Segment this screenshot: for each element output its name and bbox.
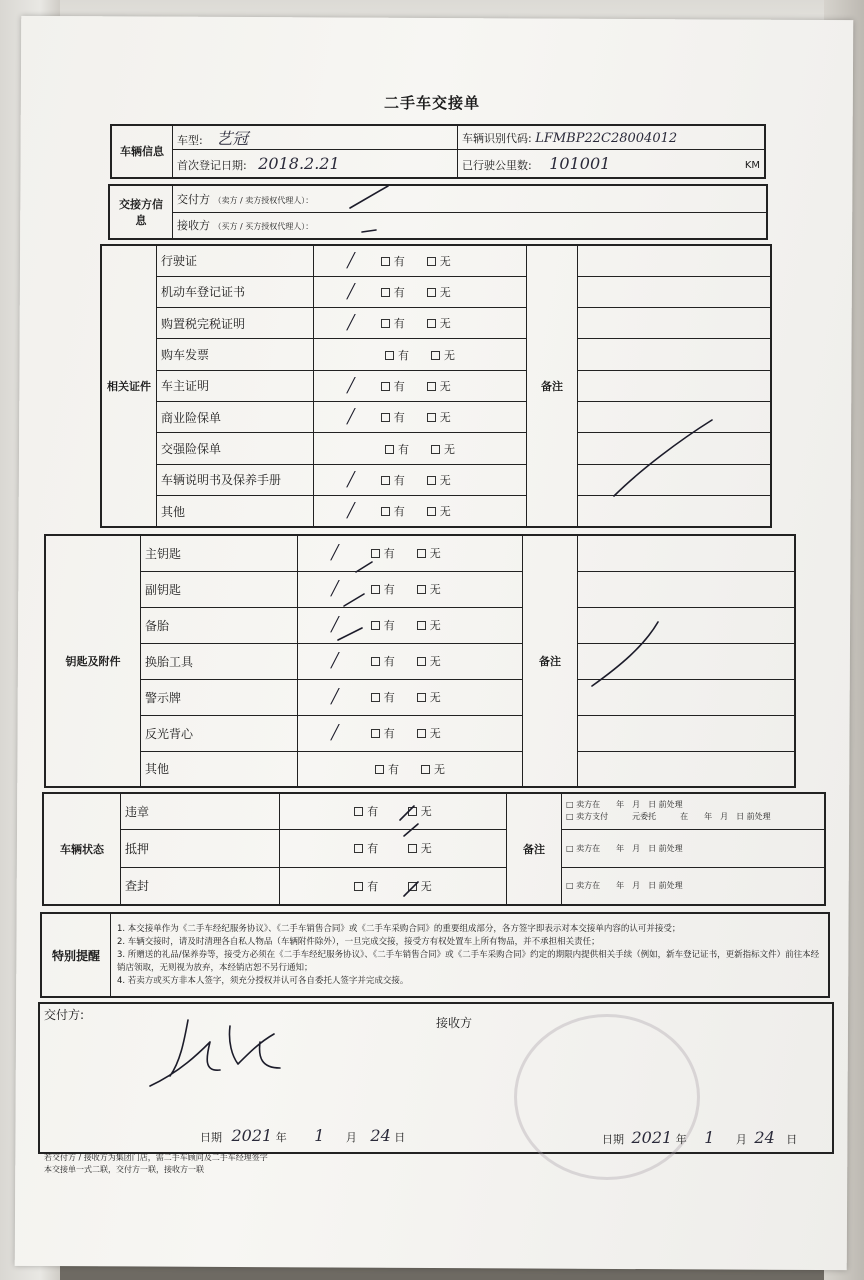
- keys-table: [44, 534, 796, 788]
- keys-item-label: 其他: [141, 751, 298, 787]
- keys-no-label: 无: [429, 691, 441, 704]
- receive-date-year: 2021: [631, 1128, 673, 1147]
- documents-item-options: [314, 370, 527, 401]
- documents-item-options: [314, 276, 527, 307]
- violation-yes-checkbox[interactable]: [354, 807, 363, 816]
- mileage-cell: [458, 150, 766, 178]
- documents-item-options: [314, 245, 527, 276]
- special-note-1: 1. 本交接单作为《二手车经纪服务协议》、《二手车销售合同》或《二手车采购合同》的重要组成部分，各方签字即表示对本交接单内容的认可并接受；: [117, 923, 681, 934]
- keys-remark-cell: [578, 751, 796, 787]
- keys-no-label: 无: [429, 547, 441, 561]
- keys-item-options: [298, 607, 523, 643]
- special-note-4: 4. 若卖方或买方非本人签字，须充分授权并认可各自委托人签字并完成交接。: [117, 975, 409, 986]
- receive-signature-label: 接收方: [436, 1016, 473, 1030]
- documents-no-label: 无: [439, 285, 451, 299]
- documents-item-options: [314, 433, 527, 464]
- documents-item-label: 行驶证: [157, 245, 314, 276]
- signature-box: [38, 1002, 834, 1154]
- documents-item-options: [314, 496, 527, 527]
- documents-remark-cell: [578, 308, 772, 339]
- deliver-date: [200, 1126, 405, 1145]
- keys-no-label: 无: [434, 762, 445, 776]
- keys-no-label: 无: [429, 619, 441, 632]
- documents-table: [100, 244, 772, 528]
- documents-no-label: 无: [439, 317, 451, 331]
- keys-no-checkbox[interactable]: [417, 585, 426, 594]
- check-mark-icon: ╱: [330, 653, 340, 669]
- documents-yes-label: 有: [393, 317, 405, 331]
- documents-item-label: 商业险保单: [157, 402, 314, 433]
- deliver-date-day: 24: [370, 1126, 391, 1145]
- keys-yes-label: 有: [383, 727, 395, 740]
- model-value: 艺冠: [216, 129, 249, 148]
- documents-yes-checkbox[interactable]: [381, 476, 390, 485]
- violation-no-checkbox[interactable]: [408, 807, 417, 816]
- deliver-year-label: 年: [275, 1131, 287, 1144]
- documents-yes-label: 有: [393, 411, 405, 425]
- documents-item-label: 车主证明: [157, 370, 314, 401]
- keys-no-checkbox[interactable]: [417, 693, 426, 702]
- documents-item-options: [314, 339, 527, 370]
- documents-yes-checkbox[interactable]: [385, 445, 394, 454]
- mileage-value: 101001: [549, 153, 611, 173]
- keys-yes-label: 有: [383, 655, 395, 668]
- keys-item-options: [298, 751, 523, 787]
- check-mark-icon: ╱: [346, 471, 356, 488]
- check-mark-icon: ╱: [330, 725, 340, 741]
- vin-label: 车辆识别代码:: [462, 131, 532, 145]
- vin-cell: [458, 125, 766, 150]
- mileage-unit: KM: [744, 159, 760, 171]
- status-mortgage-options: [280, 829, 507, 867]
- reg-date-value: 2018.2.21: [258, 153, 340, 173]
- seizure-no-label: 无: [420, 879, 432, 893]
- keys-yes-checkbox[interactable]: [371, 621, 380, 630]
- keys-remark-cell: [578, 679, 796, 715]
- vin-value: LFMBP22C28004012: [535, 130, 678, 146]
- receive-date: [602, 1128, 797, 1147]
- violation-no-label: 无: [420, 805, 432, 819]
- vehicle-info-header: 车辆信息: [111, 125, 173, 178]
- documents-no-label: 无: [444, 348, 455, 362]
- mortgage-no-label: 无: [420, 842, 432, 855]
- documents-no-checkbox[interactable]: [427, 413, 436, 422]
- status-item-mortgage: 抵押: [121, 829, 280, 867]
- keys-item-options: [298, 679, 523, 715]
- parties-table: [108, 184, 768, 240]
- footer-note-1: 若交付方 / 接收方为集团门店，需二手车顾问及二手车经理签字: [44, 1153, 268, 1162]
- keys-item-label: 备胎: [141, 607, 298, 643]
- mileage-label: 已行驶公里数:: [462, 158, 532, 172]
- documents-no-label: 无: [439, 411, 451, 425]
- receive-party-note: （买方 / 买方授权代理人）：: [213, 222, 314, 232]
- keys-yes-label: 有: [383, 583, 395, 596]
- receive-party-label: 接收方: [177, 219, 210, 233]
- keys-yes-label: 有: [383, 691, 395, 704]
- documents-no-label: 无: [439, 505, 451, 519]
- special-note-2: 2. 车辆交接时，请及时清理各自私人物品（车辆附件除外），一旦完成交接，接受方有权处置车上所有物品，并不承担相关责任；: [117, 936, 600, 947]
- footer-notes: [44, 1152, 268, 1176]
- keys-remark-cell: [578, 571, 796, 607]
- documents-no-label: 无: [439, 254, 451, 268]
- reg-date-label: 首次登记日期:: [177, 158, 247, 172]
- check-mark-icon: ╱: [346, 377, 356, 394]
- keys-item-label: 主钥匙: [141, 535, 298, 571]
- documents-remark-cell: [578, 402, 772, 433]
- documents-remark-cell: [578, 464, 772, 495]
- check-mark-icon: ╱: [330, 545, 340, 562]
- check-mark-icon: ╱: [346, 315, 356, 332]
- documents-item-label: 购置税完税证明: [157, 308, 314, 339]
- reg-date-cell: [173, 150, 458, 178]
- documents-yes-label: 有: [393, 505, 405, 519]
- keys-no-label: 无: [429, 727, 441, 740]
- keys-yes-checkbox[interactable]: [371, 729, 380, 738]
- documents-no-checkbox[interactable]: [431, 351, 440, 360]
- keys-item-options: [298, 571, 523, 607]
- documents-remark-cell: [578, 276, 772, 307]
- keys-item-options: [298, 535, 523, 571]
- documents-item-options: [314, 308, 527, 339]
- special-notes-body: [111, 913, 830, 997]
- keys-item-options: [298, 643, 523, 679]
- documents-no-label: 无: [439, 379, 451, 393]
- documents-remark-cell: [578, 433, 772, 464]
- documents-item-label: 机动车登记证书: [157, 276, 314, 307]
- deliver-party-cell: [173, 185, 768, 212]
- status-header: 车辆状态: [43, 793, 121, 905]
- violation-yes-label: 有: [367, 805, 379, 819]
- footer-note-2: 本交接单一式二联，交付方一联，接收方一联: [44, 1165, 204, 1174]
- keys-remark-cell: [578, 715, 796, 751]
- documents-remark-cell: [578, 245, 772, 276]
- seizure-yes-label: 有: [367, 879, 379, 893]
- deliver-party-note: （卖方 / 卖方授权代理人）：: [213, 195, 314, 205]
- documents-yes-checkbox[interactable]: [381, 413, 390, 422]
- documents-item-label: 车辆说明书及保养手册: [157, 464, 314, 495]
- documents-yes-checkbox[interactable]: [385, 351, 394, 360]
- keys-no-checkbox[interactable]: [421, 765, 430, 774]
- documents-yes-label: 有: [393, 254, 405, 268]
- keys-no-checkbox[interactable]: [417, 549, 426, 558]
- status-table: [42, 792, 826, 906]
- keys-yes-checkbox[interactable]: [371, 657, 380, 666]
- status-remark-mortgage: □ 卖方在 年 月 日 前处理: [562, 829, 826, 867]
- documents-yes-checkbox[interactable]: [381, 257, 390, 266]
- deliver-date-label: 日期: [200, 1131, 222, 1144]
- keys-section-header: 钥匙及附件: [45, 535, 141, 787]
- keys-yes-label: 有: [388, 762, 399, 776]
- documents-remark-cell: [578, 370, 772, 401]
- deliver-date-month: 1: [314, 1126, 325, 1145]
- receive-party-cell: [173, 212, 768, 239]
- status-violation-options: [280, 793, 507, 829]
- mortgage-no-checkbox[interactable]: [408, 844, 417, 853]
- documents-item-label: 交强险保单: [157, 433, 314, 464]
- documents-yes-label: 有: [393, 379, 405, 393]
- model-cell: [173, 125, 458, 150]
- special-note-3: 3. 所赠送的礼品/保养券等，接受方必须在《二手车经纪服务协议》、《二手车销售合同》或《二手车采购合同》约定的期限内提供相关手续（例如，新车登记证书，更新指标文件）前往本经销店领取，无则视为放弃，本经销店恕不另行通知；: [117, 949, 820, 973]
- keys-remark-header: 备注: [523, 535, 578, 787]
- keys-item-label: 警示牌: [141, 679, 298, 715]
- keys-item-label: 换胎工具: [141, 643, 298, 679]
- deliver-month-label: 月: [345, 1131, 357, 1144]
- documents-remark-cell: [578, 339, 772, 370]
- receive-date-month: 1: [704, 1128, 715, 1147]
- receive-date-label: 日期: [602, 1133, 624, 1146]
- check-mark-icon: ╱: [346, 409, 356, 426]
- deliver-signature: [140, 1012, 320, 1092]
- parties-header: 交接方信息: [109, 185, 173, 239]
- keys-yes-checkbox[interactable]: [371, 693, 380, 702]
- documents-item-label: 其他: [157, 496, 314, 527]
- keys-item-label: 副钥匙: [141, 571, 298, 607]
- status-remark-seizure: □ 卖方在 年 月 日 前处理: [562, 867, 826, 905]
- documents-item-options: [314, 402, 527, 433]
- documents-yes-checkbox[interactable]: [381, 382, 390, 391]
- check-mark-icon: ╱: [330, 617, 340, 633]
- keys-no-label: 无: [429, 655, 441, 668]
- check-mark-icon: ╱: [330, 689, 340, 705]
- documents-no-checkbox[interactable]: [431, 445, 440, 454]
- documents-section-header: 相关证件: [101, 245, 157, 527]
- keys-item-options: [298, 715, 523, 751]
- documents-no-checkbox[interactable]: [427, 257, 436, 266]
- receive-year-label: 年: [675, 1133, 687, 1146]
- keys-no-checkbox[interactable]: [417, 621, 426, 630]
- documents-yes-label: 有: [393, 473, 405, 487]
- documents-yes-label: 有: [398, 442, 409, 456]
- documents-no-checkbox[interactable]: [427, 507, 436, 516]
- status-remark-header: 备注: [507, 793, 562, 905]
- keys-no-checkbox[interactable]: [417, 729, 426, 738]
- deliver-signature-label: 交付方:: [44, 1008, 85, 1022]
- documents-yes-label: 有: [398, 348, 409, 362]
- vehicle-info-table: [110, 124, 766, 179]
- check-mark-icon: ╱: [346, 503, 356, 520]
- documents-item-label: 购车发票: [157, 339, 314, 370]
- status-item-violation: 违章: [121, 793, 280, 829]
- deliver-date-year: 2021: [231, 1126, 273, 1145]
- documents-no-checkbox[interactable]: [427, 288, 436, 297]
- company-stamp: [514, 1014, 700, 1180]
- status-seizure-options: [280, 867, 507, 905]
- documents-yes-checkbox[interactable]: [381, 507, 390, 516]
- keys-yes-checkbox[interactable]: [371, 549, 380, 558]
- deliver-party-label: 交付方: [177, 192, 210, 206]
- documents-item-options: [314, 464, 527, 495]
- mortgage-yes-label: 有: [367, 842, 379, 855]
- model-label: 车型:: [177, 134, 203, 147]
- receive-month-label: 月: [735, 1133, 747, 1146]
- mortgage-yes-checkbox[interactable]: [354, 844, 363, 853]
- documents-remark-cell: [578, 496, 772, 527]
- status-remark-line-1: □ 卖方在 年 月 日 前处理: [566, 800, 683, 810]
- keys-remark-cell: [578, 643, 796, 679]
- documents-no-label: 无: [444, 442, 455, 456]
- special-notes-table: [40, 912, 830, 998]
- documents-remark-header: 备注: [527, 245, 578, 527]
- keys-yes-label: 有: [383, 547, 395, 561]
- check-mark-icon: ╱: [330, 581, 340, 597]
- seizure-yes-checkbox[interactable]: [354, 882, 363, 891]
- document-title: 二手车交接单: [383, 94, 480, 112]
- keys-item-label: 反光背心: [141, 715, 298, 751]
- documents-no-checkbox[interactable]: [427, 476, 436, 485]
- seizure-no-checkbox[interactable]: [408, 882, 417, 891]
- check-mark-icon: ╱: [346, 283, 356, 300]
- special-notes-header: 特别提醒: [41, 913, 111, 997]
- keys-remark-cell: [578, 607, 796, 643]
- keys-no-label: 无: [429, 583, 441, 596]
- check-mark-icon: ╱: [346, 252, 356, 269]
- documents-no-checkbox[interactable]: [427, 382, 436, 391]
- status-remark-violation: [562, 793, 826, 829]
- keys-no-checkbox[interactable]: [417, 657, 426, 666]
- keys-yes-checkbox[interactable]: [371, 585, 380, 594]
- keys-remark-cell: [578, 535, 796, 571]
- keys-yes-checkbox[interactable]: [375, 765, 384, 774]
- documents-no-checkbox[interactable]: [427, 319, 436, 328]
- keys-yes-label: 有: [383, 619, 395, 632]
- documents-no-label: 无: [439, 473, 451, 487]
- documents-yes-checkbox[interactable]: [381, 288, 390, 297]
- receive-date-day: 24: [754, 1128, 775, 1147]
- documents-yes-checkbox[interactable]: [381, 319, 390, 328]
- status-remark-line-2: □ 卖方支付 元委托 在 年 月 日 前处理: [566, 812, 771, 822]
- receive-day-label: 日: [786, 1133, 798, 1146]
- deliver-day-label: 日: [394, 1131, 406, 1144]
- documents-yes-label: 有: [393, 285, 405, 299]
- status-item-seizure: 查封: [121, 867, 280, 905]
